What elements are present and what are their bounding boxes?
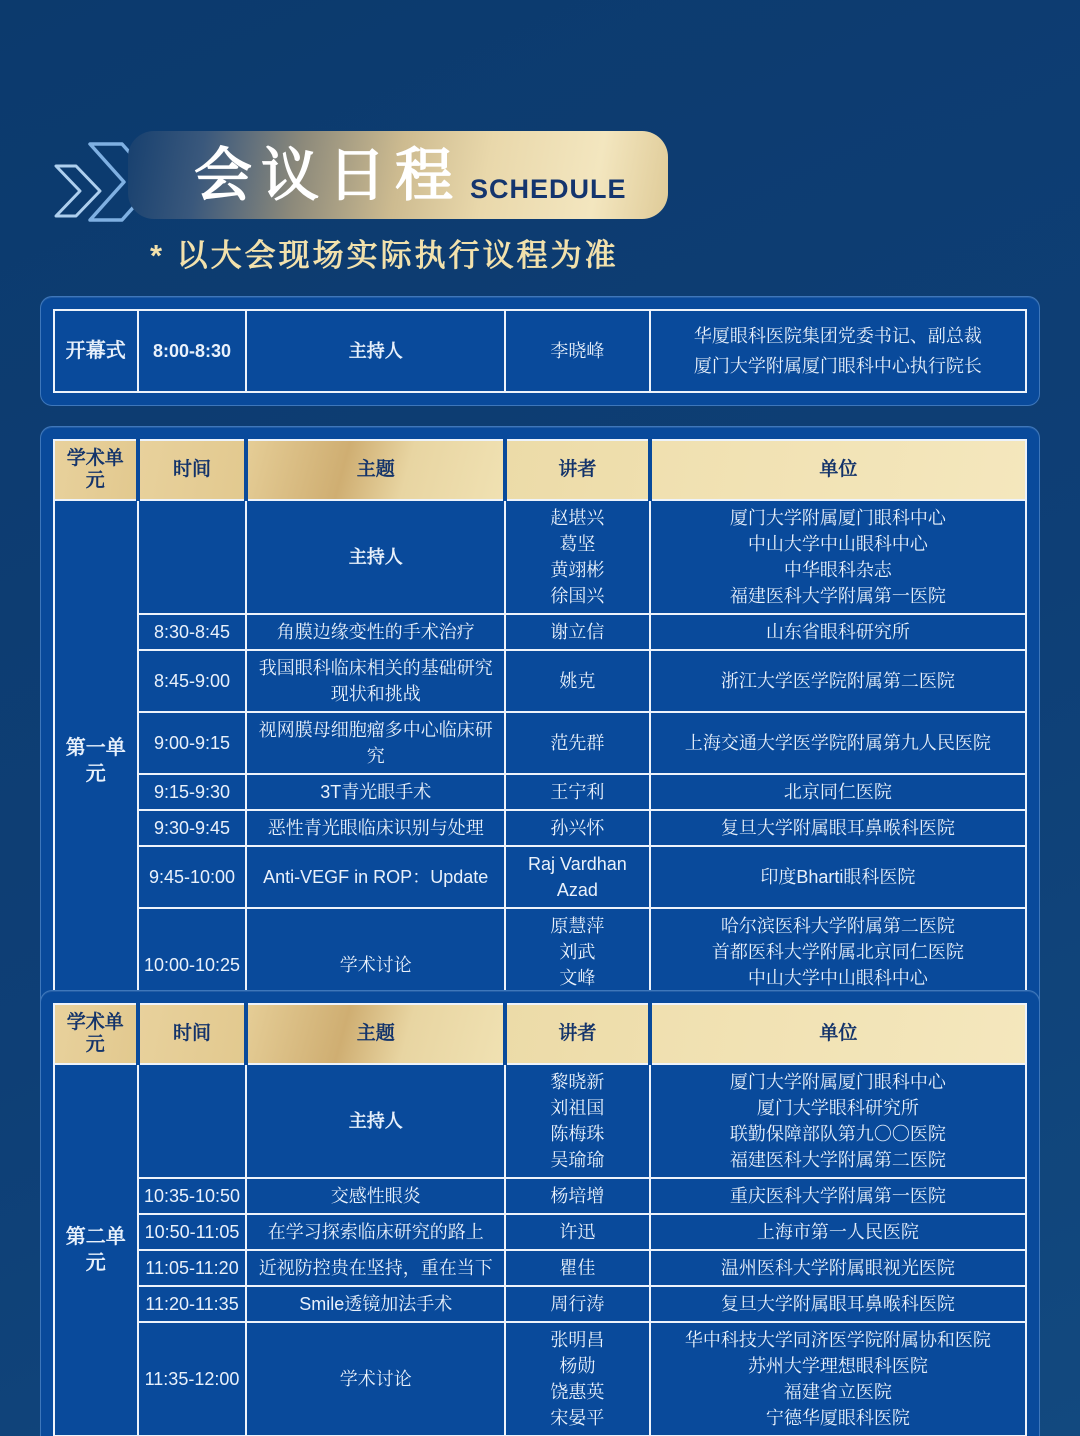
text-line: 原慧萍 <box>550 916 605 936</box>
schedule-row <box>54 1322 1026 1436</box>
header-row <box>54 1004 1026 1064</box>
text-line: 文峰 <box>559 968 596 988</box>
text-line: 苏州大学理想眼科医院 <box>747 1356 928 1376</box>
speaker-cell: 王宁利 <box>505 774 650 810</box>
text-line: 福建省立医院 <box>783 1382 892 1402</box>
opening-ceremony-panel <box>40 296 1040 406</box>
text-line: 葛坚 <box>559 534 596 554</box>
schedule-row <box>54 774 1026 810</box>
column-header-3: 主题 <box>246 1004 505 1064</box>
topic-cell: Anti-VEGF in ROP：Update <box>246 846 505 908</box>
time-cell: 11:05-11:20 <box>138 1250 247 1286</box>
title-banner <box>128 131 668 219</box>
time-cell: 9:45-10:00 <box>138 846 247 908</box>
speaker-cell: 周行涛 <box>505 1286 650 1322</box>
speaker-cell <box>505 500 650 614</box>
session-1-panel <box>40 426 1040 1036</box>
org-cell: 浙江大学医学院附属第二医院 <box>650 650 1026 712</box>
speaker-cell: 范先群 <box>505 712 650 774</box>
text-line: 宋晏平 <box>550 1408 605 1428</box>
topic-cell: 学术讨论 <box>246 908 505 1022</box>
text-line: 福建医科大学附属第二医院 <box>729 1150 946 1170</box>
text-line: 华厦眼科医院集团党委书记、副总裁 <box>693 326 982 346</box>
schedule-row <box>54 1214 1026 1250</box>
org-cell: 上海市第一人民医院 <box>650 1214 1026 1250</box>
session-table <box>53 1003 1027 1436</box>
topic-cell: 学术讨论 <box>246 1322 505 1436</box>
topic-cell: 主持人 <box>246 310 505 392</box>
schedule-row <box>54 1286 1026 1322</box>
time-cell: 8:00-8:30 <box>138 310 247 392</box>
org-cell: 北京同仁医院 <box>650 774 1026 810</box>
org-cell: 复旦大学附属眼耳鼻喉科医院 <box>650 810 1026 846</box>
time-cell: 10:00-10:25 <box>138 908 247 1022</box>
speaker-cell: Raj Vardhan Azad <box>505 846 650 908</box>
speaker-cell: 许迅 <box>505 1214 650 1250</box>
org-cell <box>650 310 1026 392</box>
column-header-1: 学术单元 <box>54 1004 138 1064</box>
time-cell: 11:35-12:00 <box>138 1322 247 1436</box>
time-cell: 11:20-11:35 <box>138 1286 247 1322</box>
opening-ceremony-table <box>53 309 1027 393</box>
text-line: 赵堪兴 <box>550 508 605 528</box>
topic-cell: 我国眼科临床相关的基础研究现状和挑战 <box>246 650 505 712</box>
schedule-row <box>54 712 1026 774</box>
speaker-cell: 李晓峰 <box>505 310 650 392</box>
schedule-row <box>54 1178 1026 1214</box>
org-cell: 上海交通大学医学院附属第九人民医院 <box>650 712 1026 774</box>
text-line: 吴瑜瑜 <box>550 1150 605 1170</box>
header-row <box>54 440 1026 500</box>
column-header-5: 单位 <box>650 440 1026 500</box>
text-line: 华中科技大学同济医学院附属协和医院 <box>684 1330 991 1350</box>
unit-cell: 第二单元 <box>54 1064 138 1436</box>
time-cell: 10:35-10:50 <box>138 1178 247 1214</box>
time-cell: 9:30-9:45 <box>138 810 247 846</box>
column-header-4: 讲者 <box>505 1004 650 1064</box>
column-header-2: 时间 <box>138 440 247 500</box>
time-cell: 10:50-11:05 <box>138 1214 247 1250</box>
opening-row <box>54 310 1026 392</box>
time-cell: 8:30-8:45 <box>138 614 247 650</box>
org-cell <box>650 1322 1026 1436</box>
org-cell: 山东省眼科研究所 <box>650 614 1026 650</box>
speaker-cell <box>505 1064 650 1178</box>
topic-cell: 主持人 <box>246 1064 505 1178</box>
unit-cell: 开幕式 <box>54 310 138 392</box>
text-line: 刘武 <box>559 942 596 962</box>
topic-cell: Smile透镜加法手术 <box>246 1286 505 1322</box>
org-cell: 重庆医科大学附属第一医院 <box>650 1178 1026 1214</box>
speaker-cell: 谢立信 <box>505 614 650 650</box>
time-cell <box>138 500 247 614</box>
topic-cell: 在学习探索临床研究的路上 <box>246 1214 505 1250</box>
text-line: 徐国兴 <box>550 586 605 606</box>
text-line: 联勤保障部队第九〇〇医院 <box>729 1124 946 1144</box>
org-cell: 印度Bharti眼科医院 <box>650 846 1026 908</box>
schedule-row <box>54 1250 1026 1286</box>
schedule-row <box>54 1064 1026 1178</box>
text-line: 中华眼科杂志 <box>783 560 892 580</box>
time-cell: 9:15-9:30 <box>138 774 247 810</box>
schedule-row <box>54 810 1026 846</box>
text-line: 厦门大学眼科研究所 <box>756 1098 919 1118</box>
topic-cell: 角膜边缘变性的手术治疗 <box>246 614 505 650</box>
text-line: 黎晓新 <box>550 1072 605 1092</box>
text-line: 厦门大学附属厦门眼科中心执行院长 <box>693 356 982 376</box>
schedule-row <box>54 846 1026 908</box>
column-header-5: 单位 <box>650 1004 1026 1064</box>
schedule-disclaimer: * 以大会现场实际执行议程为准 <box>150 238 619 273</box>
column-header-3: 主题 <box>246 440 505 500</box>
topic-cell: 主持人 <box>246 500 505 614</box>
speaker-cell <box>505 1322 650 1436</box>
text-line: 宁德华厦眼科医院 <box>765 1408 910 1428</box>
unit-cell: 第一单元 <box>54 500 138 1022</box>
text-line: 陈梅珠 <box>550 1124 605 1144</box>
column-header-2: 时间 <box>138 1004 247 1064</box>
column-header-1: 学术单元 <box>54 440 138 500</box>
speaker-cell: 孙兴怀 <box>505 810 650 846</box>
speaker-cell: 瞿佳 <box>505 1250 650 1286</box>
text-line: 刘祖国 <box>550 1098 605 1118</box>
text-line: 张明昌 <box>550 1330 605 1350</box>
org-cell: 温州医科大学附属眼视光医院 <box>650 1250 1026 1286</box>
topic-cell: 交感性眼炎 <box>246 1178 505 1214</box>
topic-cell: 视网膜母细胞瘤多中心临床研究 <box>246 712 505 774</box>
session-table <box>53 439 1027 1023</box>
topic-cell: 3T青光眼手术 <box>246 774 505 810</box>
topic-cell: 近视防控贵在坚持，重在当下 <box>246 1250 505 1286</box>
page-title: 会议日程 <box>194 143 463 208</box>
text-line: 厦门大学附属厦门眼科中心 <box>729 1072 946 1092</box>
text-line: 饶惠英 <box>550 1382 605 1402</box>
time-cell: 9:00-9:15 <box>138 712 247 774</box>
org-cell <box>650 500 1026 614</box>
column-header-4: 讲者 <box>505 440 650 500</box>
text-line: 哈尔滨医科大学附属第二医院 <box>720 916 955 936</box>
schedule-row <box>54 500 1026 614</box>
org-cell: 复旦大学附属眼耳鼻喉科医院 <box>650 1286 1026 1322</box>
org-cell <box>650 1064 1026 1178</box>
text-line: 黄翊彬 <box>550 560 605 580</box>
text-line: 杨勋 <box>559 1356 596 1376</box>
page-title-en: SCHEDULE <box>470 174 627 204</box>
time-cell <box>138 1064 247 1178</box>
time-cell: 8:45-9:00 <box>138 650 247 712</box>
text-line: 首都医科大学附属北京同仁医院 <box>711 942 964 962</box>
speaker-cell: 杨培增 <box>505 1178 650 1214</box>
speaker-cell: 姚克 <box>505 650 650 712</box>
text-line: 中山大学中山眼科中心 <box>747 968 928 988</box>
schedule-row <box>54 650 1026 712</box>
text-line: 福建医科大学附属第一医院 <box>729 586 946 606</box>
session-2-panel <box>40 990 1040 1436</box>
topic-cell: 恶性青光眼临床识别与处理 <box>246 810 505 846</box>
text-line: 中山大学中山眼科中心 <box>747 534 928 554</box>
schedule-row <box>54 614 1026 650</box>
text-line: 厦门大学附属厦门眼科中心 <box>729 508 946 528</box>
